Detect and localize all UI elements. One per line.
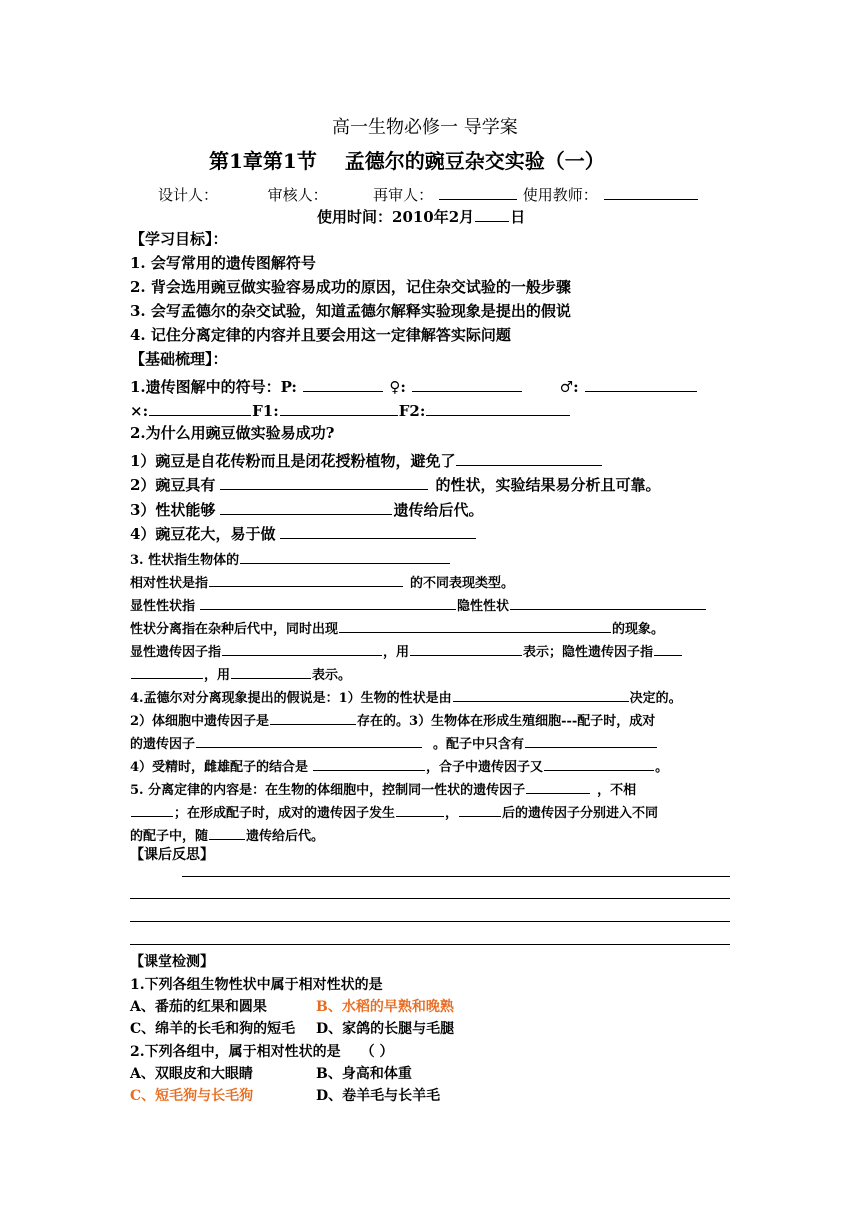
page-title: 高一生物必修一 导学案 — [332, 117, 518, 138]
answer-paren[interactable]: （ ） — [360, 1044, 394, 1060]
dom-factor-b: ，用 — [383, 645, 410, 660]
dom-factor-a: 显性遗传因子指 — [130, 645, 222, 660]
date-label: 使用时间：2010年2月 — [317, 208, 475, 226]
recessive-text: 隐性性状 — [457, 599, 510, 614]
q5-blank-4[interactable] — [459, 802, 501, 817]
rec-symbol-blank[interactable] — [231, 664, 311, 679]
test-q2-text: 2.下列各组中，属于相对性状的是 — [130, 1044, 341, 1060]
q4-3a: 的遗传因子 — [130, 737, 196, 752]
test-q1-option-c[interactable]: C、绵羊的长毛和狗的短毛 — [130, 1021, 296, 1037]
test-q1-option-d[interactable]: D、家鸽的长腿与毛腿 — [316, 1021, 455, 1037]
q4-2b: 存在的。3）生物体在形成生殖细胞---配子时，成对 — [357, 714, 656, 729]
female-symbol: ♀: — [389, 378, 406, 396]
q2-heading: 2.为什么用豌豆做实验易成功? — [130, 424, 335, 442]
q5-g: 遗传给后代。 — [246, 829, 325, 844]
q3-blank[interactable] — [240, 549, 450, 564]
test-q2-option-d[interactable]: D、卷羊毛与长羊毛 — [316, 1088, 441, 1104]
separation-a: 性状分离指在杂种后代中，同时出现 — [130, 622, 339, 637]
q2-1-text: 1）豌豆是自花传粉而且是闭花授粉植物，避免了 — [130, 452, 456, 470]
q5-f: 的配子中，随 — [130, 829, 209, 844]
rec-factor-a: ，用 — [204, 668, 231, 683]
test-q2 — [130, 1045, 394, 1059]
q4-blank-6[interactable] — [544, 756, 654, 771]
q5-c: ；在形成配子时，成对的遗传因子发生 — [174, 806, 396, 821]
test-q2-option-c[interactable]: C、短毛狗与长毛狗 — [130, 1088, 254, 1104]
q4-b: 决定的。 — [629, 691, 682, 706]
q2-4-text: 4）豌豆花大，易于做 — [130, 525, 276, 543]
q4-4c: 。 — [655, 760, 669, 775]
q2-3-blank[interactable] — [220, 500, 392, 515]
chapter-label: 第1章第1节 — [209, 149, 317, 173]
separation-blank[interactable] — [339, 618, 611, 633]
q2-2b-text: 的性状，实验结果易分析且可靠。 — [435, 476, 661, 494]
q5-blank-1[interactable] — [526, 779, 590, 794]
q4-blank-5[interactable] — [313, 756, 425, 771]
dom-factor-c: 表示；隐性遗传因子指 — [523, 645, 654, 660]
rereviewer-blank[interactable] — [439, 185, 517, 200]
q2-item-1 — [130, 451, 603, 469]
q4-blank-1[interactable] — [453, 687, 629, 702]
recessive-blank[interactable] — [510, 595, 706, 610]
dominant-text: 显性性状指 — [130, 599, 196, 614]
designer-label: 设计人： — [158, 186, 219, 204]
test-q2-option-a[interactable]: A、双眼皮和大眼睛 — [130, 1066, 253, 1082]
p-blank[interactable] — [303, 377, 383, 392]
q4-a: 4.孟德尔对分离现象提出的假说是：1）生物的性状是由 — [130, 691, 452, 706]
cross-blank[interactable] — [149, 401, 251, 416]
q1-prefix: 1.遗传图解中的符号：P: — [130, 378, 297, 396]
q4-2a: 2）体细胞中遗传因子是 — [130, 714, 270, 729]
q2-item-2 — [130, 475, 660, 493]
f1-blank[interactable] — [280, 401, 398, 416]
q5-blank-5[interactable] — [209, 825, 245, 840]
basics-heading: 【基础梳理】： — [130, 350, 228, 368]
q5-line-2 — [130, 802, 658, 820]
q5-d: ， — [445, 806, 459, 821]
q5-blank-3[interactable] — [396, 802, 444, 817]
objective-item: 3. 会写孟德尔的杂交试验，知道孟德尔解释实验现象是提出的假说 — [130, 302, 571, 320]
relative-a: 相对性状是指 — [130, 576, 209, 591]
q4-blank-3[interactable] — [196, 733, 422, 748]
test-q1-option-a[interactable]: A、番茄的红果和圆果 — [130, 999, 267, 1015]
q4-line-1 — [130, 687, 682, 705]
q4-blank-2[interactable] — [270, 710, 356, 725]
q5-line-1 — [130, 779, 636, 797]
rec-factor-blank-1[interactable] — [654, 641, 682, 656]
relative-blank[interactable] — [209, 572, 403, 587]
q4-4b: ，合子中遗传因子又 — [426, 760, 544, 775]
q5-e: 后的遗传因子分别进入不同 — [502, 806, 659, 821]
q2-2-blank[interactable] — [220, 475, 428, 490]
reflection-line[interactable] — [182, 876, 730, 877]
separation-line — [130, 618, 664, 636]
day-blank[interactable] — [475, 207, 509, 222]
date-row — [317, 207, 525, 225]
q4-line-2 — [130, 710, 655, 728]
reflection-heading: 【课后反思】 — [130, 847, 214, 863]
q4-line-3 — [130, 733, 658, 751]
q4-3b: 。配子中只含有 — [433, 737, 525, 752]
q2-item-3 — [130, 500, 483, 518]
teacher-blank[interactable] — [604, 185, 698, 200]
male-blank[interactable] — [585, 377, 697, 392]
objective-item: 4. 记住分离定律的内容并且要会用这一定律解答实际问题 — [130, 326, 511, 344]
symbols-row-2 — [130, 401, 571, 419]
rereviewer-label: 再审人： — [373, 186, 434, 204]
cross-symbol: ×: — [130, 402, 149, 420]
lesson-title — [209, 151, 605, 171]
separation-b: 的现象。 — [612, 622, 665, 637]
symbols-row-1 — [130, 377, 698, 395]
f1-label: F1: — [252, 402, 279, 420]
relative-trait-line — [130, 572, 514, 590]
dominant-blank[interactable] — [200, 595, 456, 610]
dom-factor-line — [130, 641, 683, 659]
rec-factor-b: 表示。 — [312, 668, 352, 683]
reflection-line[interactable] — [130, 944, 730, 945]
q2-3b-text: 遗传给后代。 — [393, 501, 484, 519]
test-q1: 1.下列各组生物性状中属于相对性状的是 — [130, 977, 383, 993]
q3-line — [130, 549, 451, 567]
male-symbol: ♂: — [559, 378, 579, 396]
q4-4a: 4）受精时，雌雄配子的结合是 — [130, 760, 309, 775]
dom-symbol-blank[interactable] — [410, 641, 522, 656]
q5-a: 5. 分离定律的内容是：在生物的体细胞中，控制同一性状的遗传因子 — [130, 783, 526, 798]
test-q2-option-b[interactable]: B、身高和体重 — [316, 1066, 412, 1082]
staff-row — [158, 185, 699, 203]
dominant-line — [130, 595, 707, 613]
lesson-name: 孟德尔的豌豆杂交实验（一） — [344, 149, 605, 173]
q2-1-blank[interactable] — [456, 451, 602, 466]
objective-item: 1. 会写常用的遗传图解符号 — [130, 254, 316, 272]
reflection-line[interactable] — [130, 921, 730, 922]
f2-label: F2: — [398, 402, 426, 420]
relative-b: 的不同表现类型。 — [410, 576, 515, 591]
f2-blank[interactable] — [426, 401, 570, 416]
q5-line-3 — [130, 825, 324, 843]
q2-3a-text: 3）性状能够 — [130, 501, 216, 519]
test-q1-option-b[interactable]: B、水稻的早熟和晚熟 — [316, 999, 454, 1015]
q5-blank-2[interactable] — [131, 802, 173, 817]
female-blank[interactable] — [412, 377, 522, 392]
q2-item-4 — [130, 524, 477, 542]
objective-item: 2. 背会选用豌豆做实验容易成功的原因，记住杂交试验的一般步骤 — [130, 278, 571, 296]
q4-line-4 — [130, 756, 668, 774]
q2-4-blank[interactable] — [280, 524, 476, 539]
rec-factor-line — [130, 664, 351, 682]
q5-b: ，不相 — [597, 783, 637, 798]
day-suffix: 日 — [510, 208, 526, 226]
q3-text: 3. 性状指生物体的 — [130, 553, 240, 568]
q2-2a-text: 2）豌豆具有 — [130, 476, 216, 494]
test-heading: 【课堂检测】 — [130, 954, 214, 970]
q4-blank-4[interactable] — [525, 733, 657, 748]
teacher-label: 使用教师： — [522, 186, 598, 204]
reflection-line[interactable] — [130, 898, 730, 899]
dom-factor-blank[interactable] — [222, 641, 382, 656]
rec-factor-blank-2[interactable] — [131, 664, 203, 679]
objectives-heading: 【学习目标】： — [130, 230, 228, 248]
reviewer-label: 审核人： — [267, 186, 328, 204]
